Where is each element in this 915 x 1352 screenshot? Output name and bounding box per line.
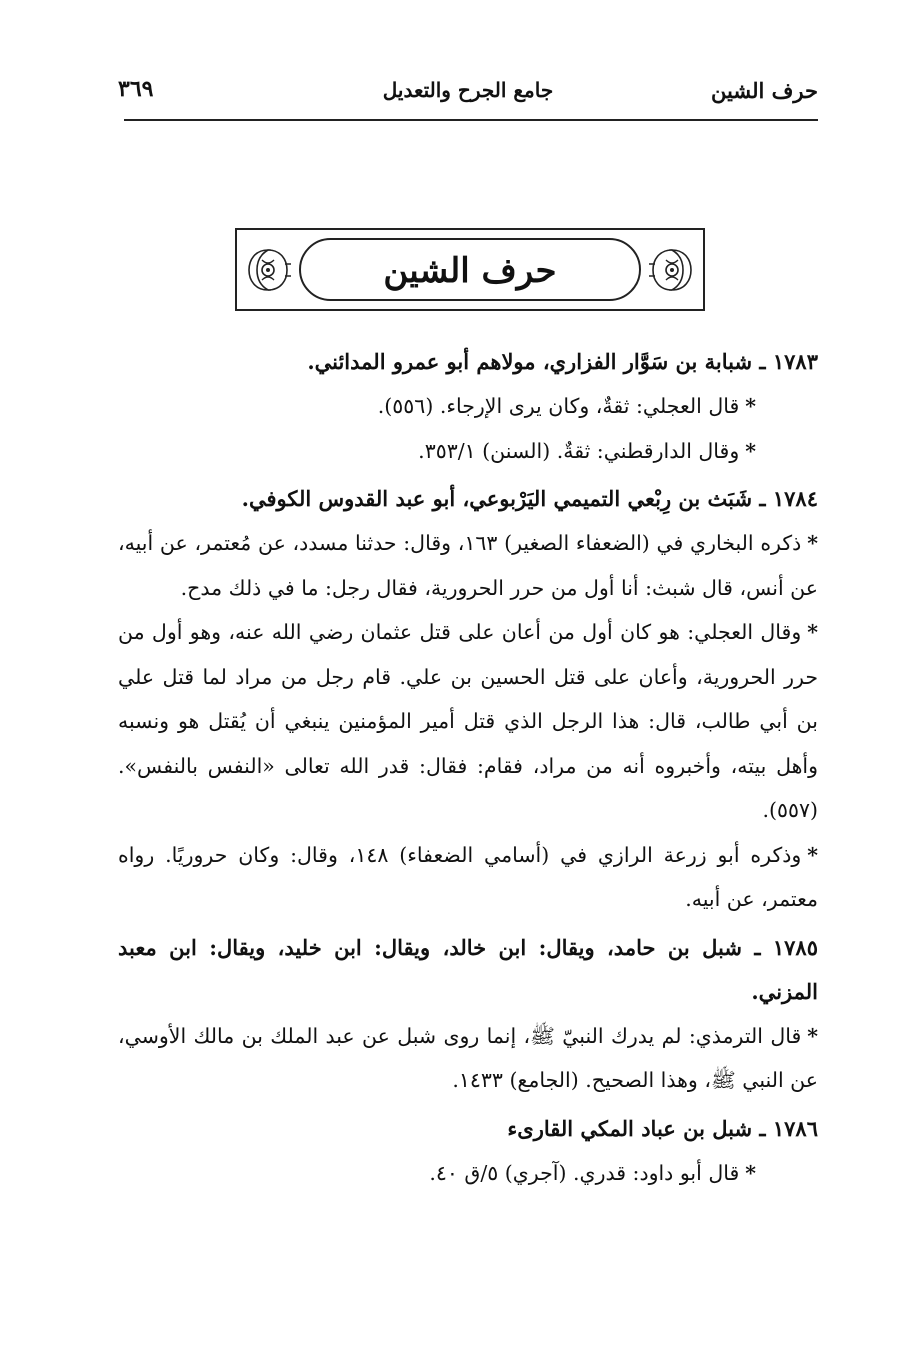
note-bullet: * bbox=[807, 1023, 818, 1048]
note-text: وذكره أبو زرعة الرازي في (أسامي الضعفاء) ١٤٨، وقال: وكان حروريًا. رواه معتمر، عن أبيه. bbox=[118, 842, 818, 911]
entry-note bbox=[118, 833, 818, 922]
entry-heading: ١٧٨٦ ـ شبل بن عباد المكي القارىء bbox=[507, 1115, 818, 1141]
note-text: ذكره البخاري في (الضعفاء الصغير) ١٦٣، وقال: حدثنا مسدد، عن مُعتمر، عن أبيه، عن أنس، قال شبث: أنا أول من حرر الحرورية، فقال رجل: ما في ذلك مدح. bbox=[118, 531, 818, 600]
chapter-title: حرف الشين bbox=[383, 250, 557, 291]
note-text: قال العجلي: ثقةٌ، وكان يرى الإرجاء. (٥٥٦). bbox=[377, 394, 740, 418]
note-text: قال أبو داود: قدري. (آجري) ٥/ق ٤٠. bbox=[429, 1160, 740, 1185]
note-bullet: * bbox=[807, 620, 818, 644]
entry-heading: ١٧٨٤ ـ شَبَث بن رِبْعي التميمي اليَرْبوعي، أبو عبد القدوس الكوفي. bbox=[241, 486, 818, 511]
entry-heading: ١٧٨٥ ـ شبل بن حامد، ويقال: ابن خالد، ويقال: ابن خليد، ويقال: ابن معبد المزني. bbox=[118, 934, 818, 1004]
note-text: وقال الدارقطني: ثقةٌ. (السنن) ٣٥٣/١. bbox=[418, 438, 740, 463]
note-bullet: * bbox=[807, 842, 819, 867]
header-section-name: حرف الشين bbox=[711, 78, 818, 103]
entry-note bbox=[118, 1014, 818, 1103]
entry-heading: ١٧٨٣ ـ شبابة بن سَوَّار الفزاري، مولاهم أبو عمرو المدائني. bbox=[307, 349, 818, 374]
entry-note bbox=[118, 384, 818, 429]
header-book-title: جامع الجرح والتعديل bbox=[382, 78, 554, 102]
running-header bbox=[118, 72, 818, 112]
page-number: ٣٦٩ bbox=[118, 76, 154, 102]
note-text: وقال العجلي: هو كان أول من أعان على قتل عثمان رضي الله عنه، وهو أول من حرر الحرورية، وأعان على قتل الحسين بن علي. قام رجل من مراد لما قتل علي بن أبي طالب، قال: هذا الرجل الذي قتل أمير المؤمنين ينبغي أن يُقتل هو ونسبه وأهل بيته، وأخبروه أنه من مراد، فقام: فقال: قدر الله تعالى «النفس بالنفس». (٥٥٧). bbox=[118, 620, 818, 822]
entry-note bbox=[118, 521, 818, 610]
chapter-title-frame bbox=[235, 228, 705, 311]
note-bullet: * bbox=[745, 1160, 756, 1185]
entry-note bbox=[118, 429, 818, 474]
arabesque-ornament-icon bbox=[649, 246, 695, 294]
entries-body bbox=[118, 340, 818, 1195]
header-rule bbox=[124, 119, 818, 121]
note-bullet: * bbox=[745, 438, 756, 463]
entry-note bbox=[118, 610, 818, 833]
note-bullet: * bbox=[807, 531, 818, 555]
arabesque-ornament-icon bbox=[245, 246, 291, 294]
entry-note bbox=[118, 1151, 818, 1196]
note-text: قال الترمذي: لم يدرك النبيّ ﷺ، إنما روى شبل عن عبد الملك بن مالك الأوسي، عن النبي ﷺ، وهذا الصحيح. (الجامع) ١٤٣٣. bbox=[118, 1023, 818, 1092]
chapter-title-oval bbox=[299, 238, 641, 301]
note-bullet: * bbox=[745, 394, 756, 418]
